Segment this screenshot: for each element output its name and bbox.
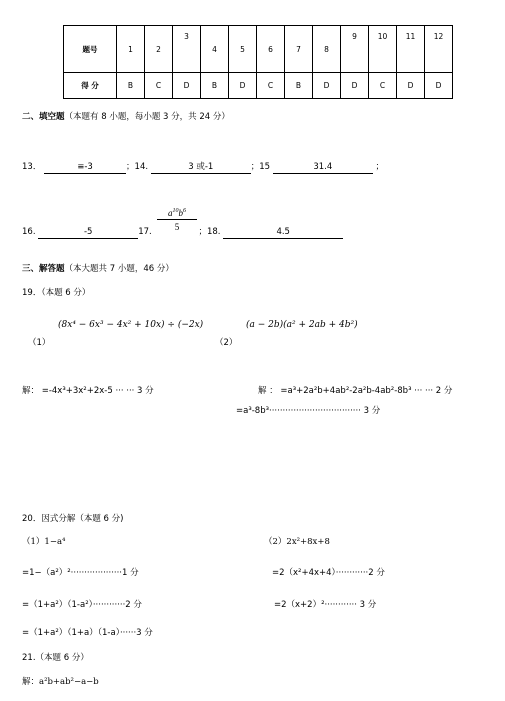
answer-cell: C — [145, 73, 173, 99]
q20-part2-step1: =2（x²+4x+4）············2 分 — [272, 568, 385, 578]
answer-cell: D — [425, 73, 453, 99]
q19-part2-label: （2） — [215, 338, 238, 348]
q20-title: 20．因式分解（本题 6 分) — [22, 514, 124, 524]
answer-cell: B — [201, 73, 229, 99]
q13-label: 13． — [22, 162, 42, 172]
answer-cell: D — [173, 73, 201, 99]
answer-cell: D — [229, 73, 257, 99]
q17-denominator: 5 — [174, 222, 180, 232]
answer-cell: D — [397, 73, 425, 99]
fill-line-13-15 — [22, 160, 384, 174]
q21-title: 21.（本题 6 分） — [22, 653, 89, 663]
question-number-header: 题号 — [64, 26, 117, 73]
question-number: 2 — [145, 26, 173, 73]
question-number: 1 — [117, 26, 145, 73]
section3-title: 三、解答题 — [22, 264, 65, 274]
q17-numerator: $a^{10}b^6$ — [157, 208, 197, 220]
q20-part2: （2）2x²+8x+8 — [264, 537, 330, 547]
q16-answer: -5 — [38, 227, 138, 239]
q19-solution2-line2: =a³-8b³·································· 3 分 — [236, 406, 381, 416]
answer-table — [63, 25, 453, 99]
q21-solution: 解：a²b+ab²−a−b — [22, 677, 99, 687]
q19-part1-label: （1） — [28, 338, 51, 348]
question-number: 5 — [229, 26, 257, 73]
q19-title: 19．（本题 6 分） — [22, 288, 91, 298]
answer-cell: D — [313, 73, 341, 99]
q20-part1-step1: =1−（a²）²···················1 分 — [22, 568, 139, 578]
q15-answer: 31.4 — [273, 162, 373, 174]
question-number: 9 — [341, 26, 369, 73]
q19-solution2-line1: 解 ： =a³+2a²b+4ab²-2a²b-4ab²-8b³ ··· ··· 2 分 — [258, 386, 453, 396]
section2-note: （本题有 8 小题，每小题 3 分，共 24 分） — [64, 112, 230, 122]
question-number: 11 — [397, 26, 425, 73]
question-number: 8 — [313, 26, 341, 73]
question-number: 6 — [257, 26, 285, 73]
q13-answer: ≡-3 — [44, 162, 126, 174]
question-number: 4 — [201, 26, 229, 73]
q18-label: ；18. — [198, 227, 221, 237]
answer-table-number-row — [64, 26, 453, 73]
q19-part1-expression: (8x⁴ − 6x³ − 4x² + 10x) ÷ (−2x) — [58, 320, 204, 330]
question-number: 3 — [173, 26, 201, 73]
question-number: 10 — [369, 26, 397, 73]
q16-label: 16. — [22, 227, 36, 237]
answer-table-answer-row — [64, 73, 453, 99]
section3-note: （本大题共 7 小题，46 分） — [64, 264, 174, 274]
question-number: 12 — [425, 26, 453, 73]
question-number: 7 — [285, 26, 313, 73]
answer-cell: B — [285, 73, 313, 99]
q14-answer: 3 或-1 — [151, 162, 251, 174]
q20-part2-step2: =2（x+2）²············ 3 分 — [274, 600, 377, 610]
answer-cell: D — [341, 73, 369, 99]
section2-heading — [22, 110, 230, 122]
answer-cell: C — [257, 73, 285, 99]
q20-part1-step2: =（1+a²）（1-a²）············2 分 — [22, 600, 142, 610]
answer-cell: B — [117, 73, 145, 99]
q20-part1-step3: =（1+a²）（1+a）（1-a）······3 分 — [22, 628, 153, 638]
q15-end: ； — [375, 162, 385, 172]
q19-part2-expression: (a − 2b)(a² + 2ab + 4b²) — [246, 320, 358, 330]
q17-label: 17. — [138, 227, 152, 237]
q15-label: ；15 — [250, 162, 271, 172]
answer-cell: C — [369, 73, 397, 99]
section2-title: 二、填空题 — [22, 112, 65, 122]
score-header: 得 分 — [64, 73, 117, 99]
section3-heading — [22, 262, 174, 274]
q20-part1: （1）1−a⁴ — [22, 537, 66, 547]
q17-fraction — [157, 208, 197, 232]
q14-label: ；14. — [126, 162, 149, 172]
q19-solution1: 解： =-4x³+3x²+2x-5 ··· ··· 3 分 — [22, 386, 154, 396]
q18-answer: 4.5 — [223, 227, 343, 239]
